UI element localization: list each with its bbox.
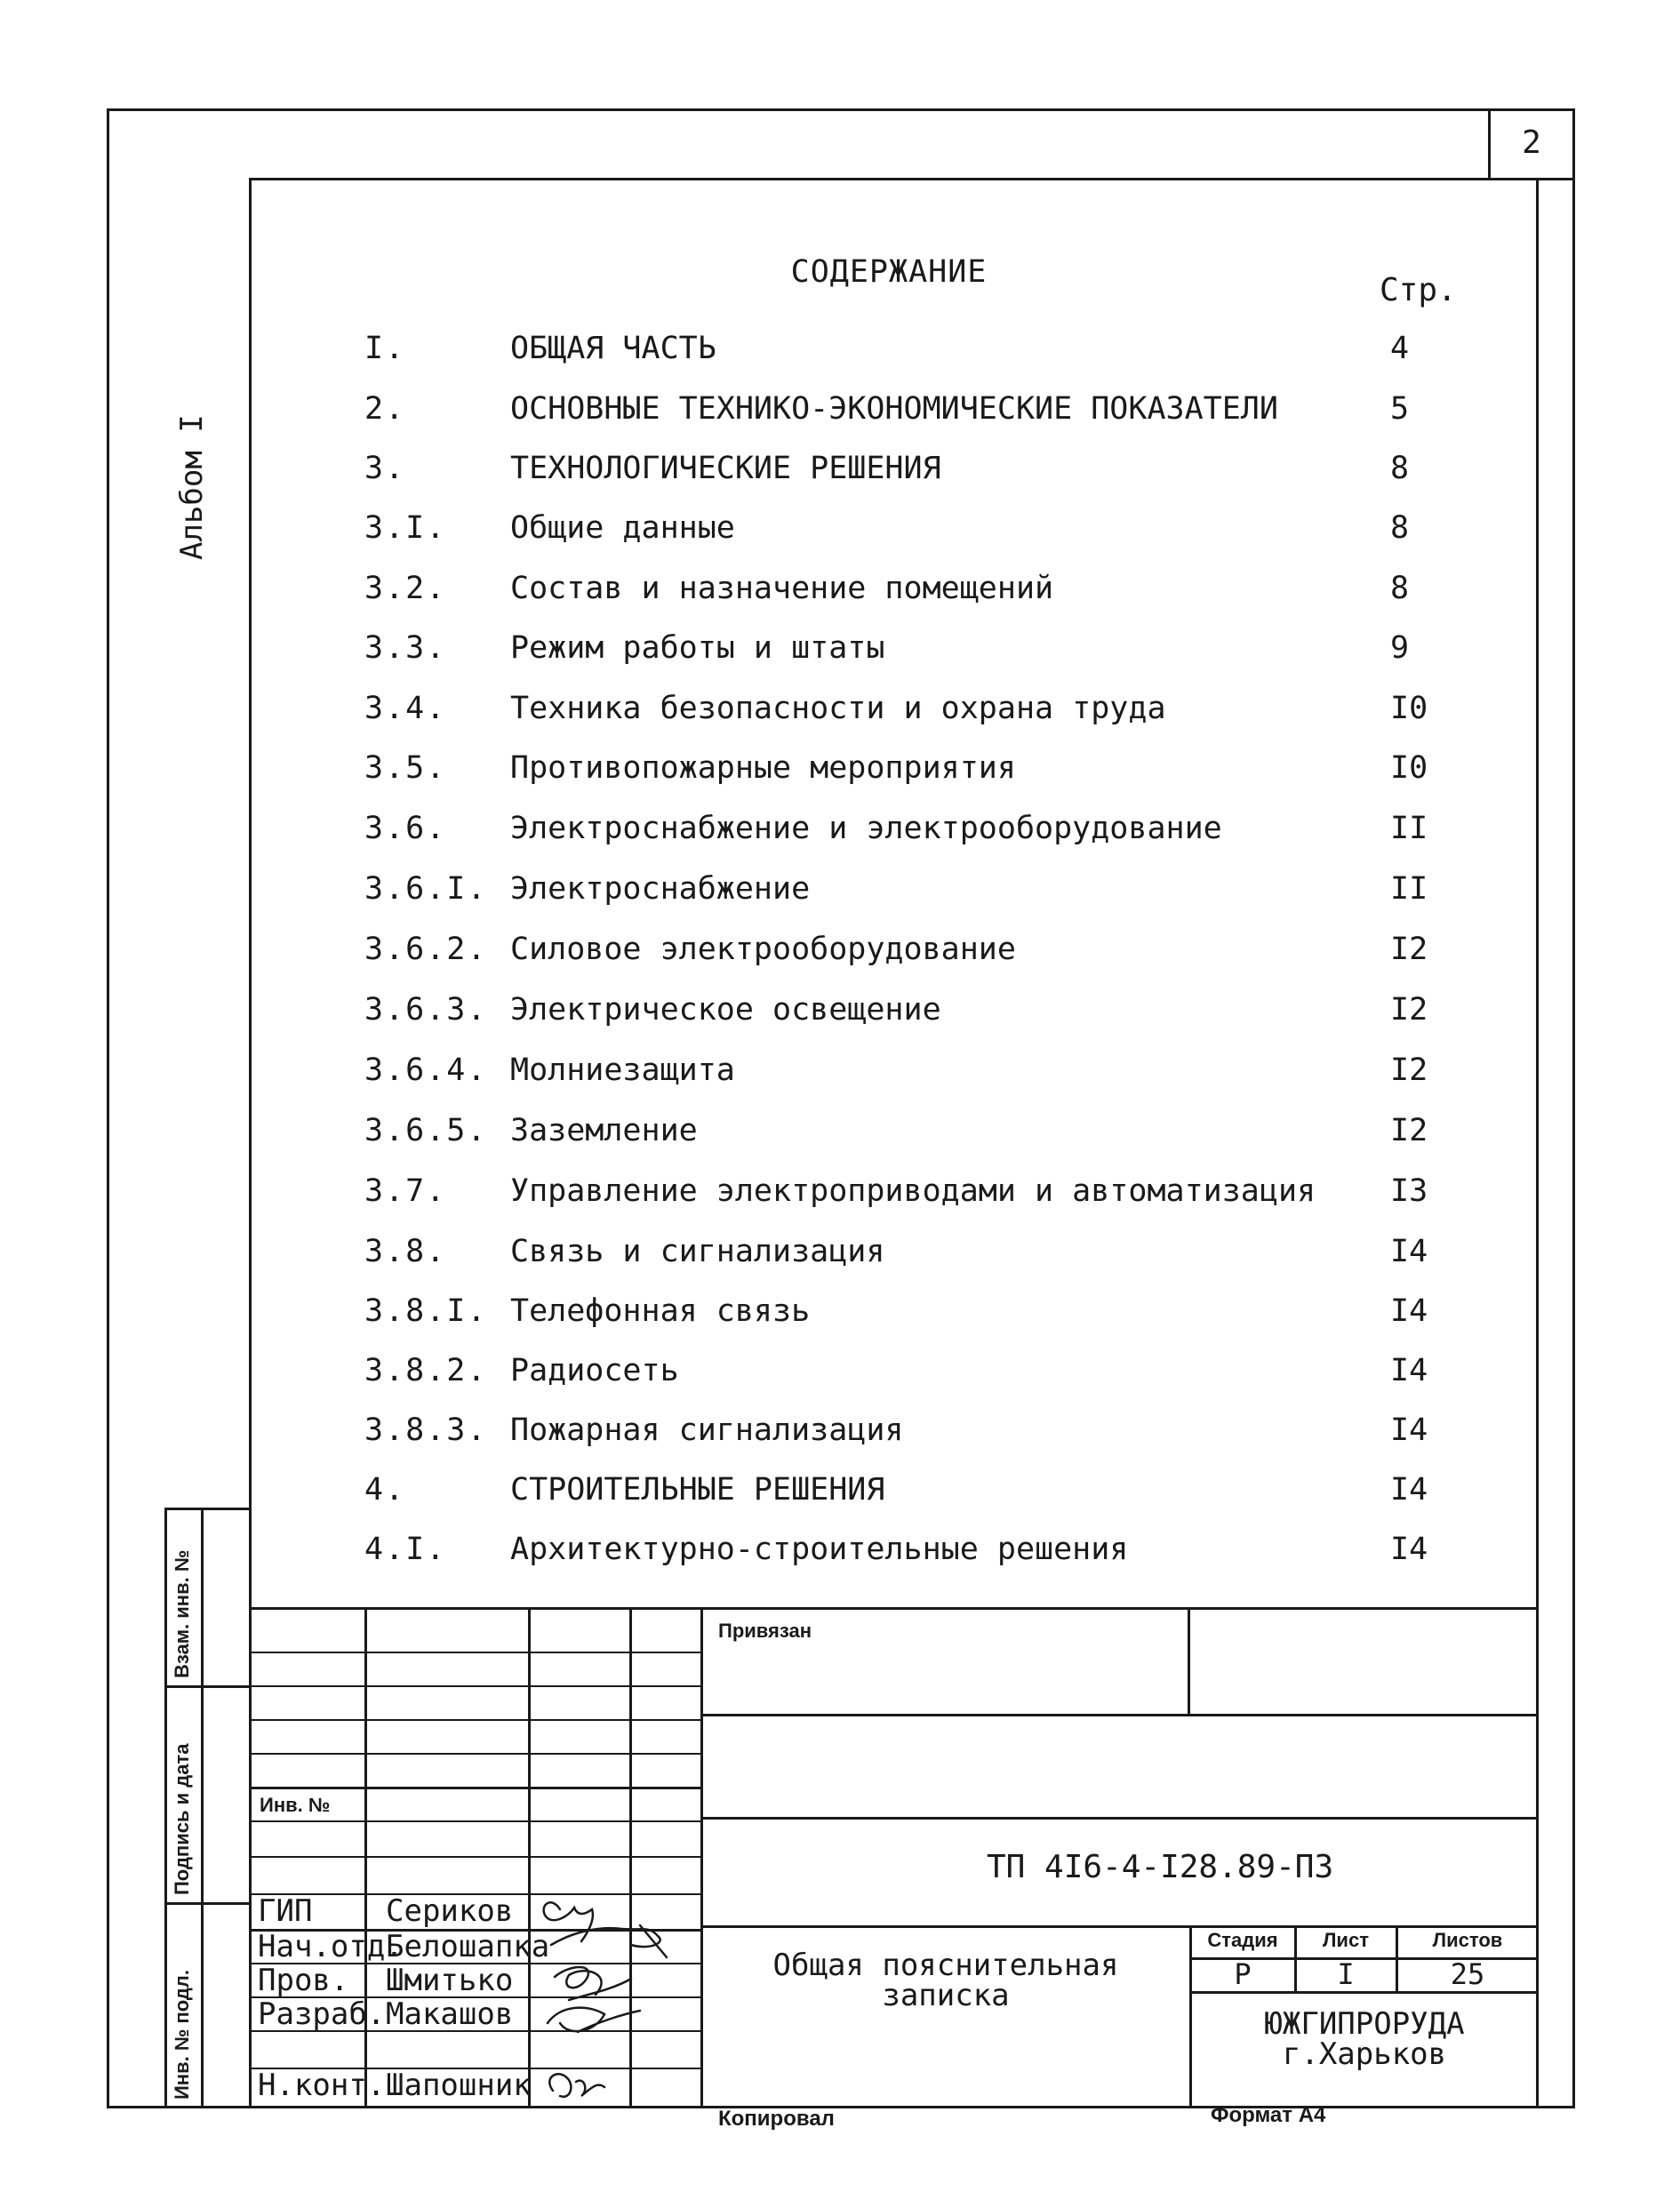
signatures xyxy=(533,1890,702,2108)
person-role: ГИП xyxy=(258,1893,313,1929)
toc-item-page: 9 xyxy=(1390,630,1410,666)
toc-item-title: Общие данные xyxy=(510,510,735,546)
signature-shaposhnik xyxy=(549,2074,604,2096)
toc-item-page: I2 xyxy=(1390,932,1428,967)
side-stamp-podpis-data: Подпись и дата xyxy=(171,1743,193,1895)
toc-item-number: 3.8.I. xyxy=(364,1293,488,1329)
toc-item-title: Силовое электрооборудование xyxy=(510,932,1016,967)
toc-item-page: I0 xyxy=(1390,691,1428,726)
toc-item-title: Молниезащита xyxy=(510,1052,735,1088)
toc-item-page: I2 xyxy=(1390,1113,1428,1148)
kopiroval-label: Копировал xyxy=(718,2107,835,2131)
signature-makashov xyxy=(548,2008,640,2032)
toc-item-page: I4 xyxy=(1390,1532,1428,1567)
sheets-value: 25 xyxy=(1450,1957,1485,1991)
toc-item-title: Заземление xyxy=(510,1113,698,1148)
person-role: Нач.отд. xyxy=(258,1929,404,1964)
toc-item-title: Электроснабжение xyxy=(510,871,811,907)
sheets-label: Листов xyxy=(1432,1929,1503,1951)
sheet-label: Лист xyxy=(1323,1929,1369,1951)
signature-beloshapka xyxy=(551,1925,667,1957)
toc-item-number: 3.I. xyxy=(364,510,447,546)
toc-item-number: 3.6.5. xyxy=(364,1113,488,1148)
person-name: Макашов xyxy=(386,1996,514,2032)
side-stamp-inv-podl: Инв. № подл. xyxy=(171,1970,193,2100)
toc-item-title: ТЕХНОЛОГИЧЕСКИЕ РЕШЕНИЯ xyxy=(510,451,941,486)
person-name: Шмитько xyxy=(386,1963,514,1998)
toc-item-title: Архитектурно-строительные решения xyxy=(510,1532,1129,1567)
signature-shmitko xyxy=(555,1967,631,2000)
toc-item-title: Радиосеть xyxy=(510,1353,679,1388)
toc-item-number: 3.7. xyxy=(364,1173,447,1209)
toc-item-page: I0 xyxy=(1390,750,1428,786)
person-name: Сериков xyxy=(386,1893,514,1929)
toc-item-page: II xyxy=(1390,871,1428,907)
album-label: Альбом I xyxy=(174,414,210,560)
toc-item-title: СТРОИТЕЛЬНЫЕ РЕШЕНИЯ xyxy=(510,1472,885,1508)
toc-item-title: Электроснабжение и электрооборудование xyxy=(510,811,1222,846)
person-name: Белошапка xyxy=(386,1929,550,1964)
privyazan-label: Привязан xyxy=(718,1620,812,1642)
toc-item-title: ОСНОВНЫЕ ТЕХНИКО-ЭКОНОМИЧЕСКИЕ ПОКАЗАТЕЛИ xyxy=(510,391,1278,427)
toc-item-number: 3.6.4. xyxy=(364,1052,488,1088)
toc-item-page: 5 xyxy=(1390,391,1410,427)
person-name: Шапошник xyxy=(386,2068,532,2103)
toc-item-number: I. xyxy=(364,331,406,366)
document-title-line2: записка xyxy=(882,1978,1010,2013)
toc-item-number: 3.3. xyxy=(364,630,447,666)
toc-item-number: 4.I. xyxy=(364,1532,447,1567)
toc-item-number: 3.8.3. xyxy=(364,1412,488,1448)
document-title xyxy=(702,1950,1189,2011)
document-designation: ТП 4I6-4-I28.89-ПЗ xyxy=(987,1849,1334,1885)
toc-item-number: 3.5. xyxy=(364,750,447,786)
toc-item-title: Телефонная связь xyxy=(510,1293,811,1329)
toc-item-title: Состав и назначение помещений xyxy=(510,571,1054,606)
toc-item-page: I4 xyxy=(1390,1234,1428,1269)
person-role: Н.конт. xyxy=(258,2068,386,2103)
inv-no-label: Инв. № xyxy=(260,1794,331,1816)
page-number: 2 xyxy=(1522,124,1541,161)
stage-value: Р xyxy=(1234,1957,1252,1991)
toc-item-page: 4 xyxy=(1390,331,1410,366)
toc-item-number: 3.8. xyxy=(364,1234,447,1269)
sheet-value: I xyxy=(1337,1957,1355,1991)
organization-city: г.Харьков xyxy=(1282,2036,1447,2072)
person-role: Разраб. xyxy=(258,1996,386,2032)
toc-item-page: I2 xyxy=(1390,1052,1428,1088)
toc-item-page: I2 xyxy=(1390,992,1428,1028)
toc-item-number: 2. xyxy=(364,391,406,427)
toc-item-page: II xyxy=(1390,811,1428,846)
side-stamp-vzam-inv: Взам. инв. № xyxy=(171,1549,193,1678)
toc-item-title: Техника безопасности и охрана труда xyxy=(510,691,1166,726)
toc-item-number: 3.2. xyxy=(364,571,447,606)
toc-item-number: 3.6.I. xyxy=(364,871,488,907)
stage-label: Стадия xyxy=(1207,1929,1278,1951)
toc-item-page: I4 xyxy=(1390,1412,1428,1448)
toc-item-page: 8 xyxy=(1390,510,1410,546)
toc-title: СОДЕРЖАНИЕ xyxy=(790,254,988,290)
organization xyxy=(1191,2006,1538,2072)
toc-item-number: 3. xyxy=(364,451,406,486)
toc-item-page: 8 xyxy=(1390,451,1410,486)
toc-item-number: 3.6. xyxy=(364,811,447,846)
toc-item-page: I4 xyxy=(1390,1472,1428,1508)
format-label: Формат А4 xyxy=(1211,2103,1326,2127)
toc-item-title: Противопожарные мероприятия xyxy=(510,750,1016,786)
toc-item-page: I3 xyxy=(1390,1173,1428,1209)
person-role: Пров. xyxy=(258,1963,349,1998)
toc-item-title: Связь и сигнализация xyxy=(510,1234,885,1269)
toc-item-title: Пожарная сигнализация xyxy=(510,1412,904,1448)
toc-item-title: Режим работы и штаты xyxy=(510,630,885,666)
toc-item-title: Управление электроприводами и автоматизация xyxy=(510,1173,1316,1209)
toc-page-header: Стр. xyxy=(1380,272,1457,308)
toc-item-title: Электрическое освещение xyxy=(510,992,941,1028)
toc-item-number: 4. xyxy=(364,1472,406,1508)
toc-item-number: 3.4. xyxy=(364,691,447,726)
toc-item-number: 3.6.2. xyxy=(364,932,488,967)
toc-item-number: 3.6.3. xyxy=(364,992,488,1028)
toc-item-number: 3.8.2. xyxy=(364,1353,488,1388)
organization-name: ЮЖГИПРОРУДА xyxy=(1264,2006,1465,2042)
toc-item-title: ОБЩАЯ ЧАСТЬ xyxy=(510,331,716,366)
toc-item-page: I4 xyxy=(1390,1353,1428,1388)
toc-item-page: 8 xyxy=(1390,571,1410,606)
document-title-line1: Общая пояснительная xyxy=(772,1948,1119,1983)
toc-item-page: I4 xyxy=(1390,1293,1428,1329)
